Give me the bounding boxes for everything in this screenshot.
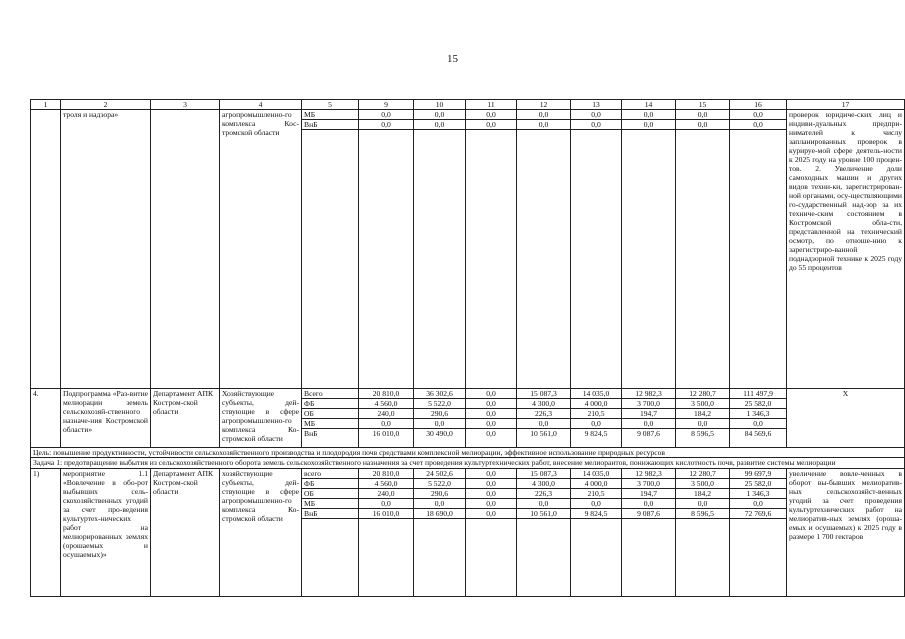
value-cell: 3 700,0 <box>622 399 676 409</box>
value-cell: 0,0 <box>414 110 466 120</box>
task-row <box>31 458 905 468</box>
indicator-cell: проверок юридиче-ских лиц и индиви-дуальных предпри-нимателей к числу запланированных проверок в курируе-мой сфере деятель-ности к 2025 году на уровне 100 процен-тов. 2. Увеличение доли самоходных машин и других видов техни-ки, зарегистрирован-ной органами, осу-ществляющими го-сударственный над-зор за их техниче-ским состоянием в Костромской обла-сти, представленной на технический осмотр, по отноше-нию к зарегистриро-ванной поднадзорной технике к 2025 году до 55 процентов <box>787 110 905 389</box>
value-cell: 0,0 <box>622 120 676 130</box>
header-cell: 10 <box>414 100 466 110</box>
value-cell: 0,0 <box>359 110 414 120</box>
value-cell: 194,7 <box>622 409 676 419</box>
funding-source: ОБ <box>302 409 359 419</box>
value-cell: 8 596,5 <box>676 429 730 448</box>
indicator-cell: Х <box>787 389 905 448</box>
row-number-cell <box>31 110 61 389</box>
header-cell: 1 <box>31 100 61 110</box>
value-cell: 9 087,6 <box>622 429 676 448</box>
program-table <box>30 99 905 597</box>
value-cell: 210,5 <box>571 488 622 498</box>
value-cell: 12 280,7 <box>676 389 730 399</box>
value-cell: 0,0 <box>517 120 571 130</box>
value-cell: 0,0 <box>676 498 730 508</box>
value-cell: 72 769,6 <box>730 508 787 518</box>
value-cell: 0,0 <box>730 120 787 130</box>
value-cell: 0,0 <box>730 110 787 120</box>
value-cell: 240,0 <box>359 488 414 498</box>
value-cell: 0,0 <box>571 498 622 508</box>
header-cell: 13 <box>571 100 622 110</box>
participant-cell: агропромышленно-го комплекса Кос-тромской области <box>220 110 302 389</box>
value-cell: 0,0 <box>730 498 787 508</box>
header-cell: 14 <box>622 100 676 110</box>
value-cell: 0,0 <box>466 419 517 429</box>
responsible-cell <box>151 110 220 389</box>
value-cell: 184,2 <box>676 488 730 498</box>
goal-row <box>31 448 905 458</box>
value-cell: 0,0 <box>676 419 730 429</box>
value-cell: 0,0 <box>466 488 517 498</box>
value-cell: 0,0 <box>466 409 517 419</box>
value-cell: 0,0 <box>466 399 517 409</box>
value-cell: 25 582,0 <box>730 478 787 488</box>
funding-source: всего <box>302 468 359 478</box>
funding-source: ВнБ <box>302 120 359 130</box>
funding-source: Всего <box>302 389 359 399</box>
value-cell: 0,0 <box>466 110 517 120</box>
value-cell: 24 502,6 <box>414 468 466 478</box>
value-cell: 16 010,0 <box>359 429 414 448</box>
goal-text: Цель: повышение продуктивности, устойчивости сельскохозяйственного производства и плодородия почв средствами комплексной мелиорации, эффективное использование природных ресурсов <box>31 448 905 458</box>
value-cell: 0,0 <box>466 429 517 448</box>
value-cell: 210,5 <box>571 409 622 419</box>
responsible-cell: Департамент АПК Костром-ской области <box>151 468 220 596</box>
value-cell: 12 982,3 <box>622 389 676 399</box>
header-cell: 9 <box>359 100 414 110</box>
value-cell: 12 982,3 <box>622 468 676 478</box>
value-cell: 4 000,0 <box>571 478 622 488</box>
value-cell: 111 497,9 <box>730 389 787 399</box>
value-cell: 25 582,0 <box>730 399 787 409</box>
value-cell: 184,2 <box>676 409 730 419</box>
value-cell: 0,0 <box>730 419 787 429</box>
funding-source: ФБ <box>302 399 359 409</box>
value-cell: 9 824,5 <box>571 508 622 518</box>
value-cell: 240,0 <box>359 409 414 419</box>
value-cell: 30 490,0 <box>414 429 466 448</box>
value-cell: 0,0 <box>414 498 466 508</box>
value-cell: 0,0 <box>466 468 517 478</box>
value-cell: 0,0 <box>622 419 676 429</box>
header-cell: 15 <box>676 100 730 110</box>
value-cell: 0,0 <box>466 498 517 508</box>
value-cell: 0,0 <box>466 478 517 488</box>
value-cell: 0,0 <box>414 419 466 429</box>
header-cell: 11 <box>466 100 517 110</box>
value-cell: 0,0 <box>359 498 414 508</box>
row-number-cell: 4. <box>31 389 61 448</box>
indicator-cell: увеличение вовле-ченных в оборот вы-бывших мелиоратив-ных сельскохозяйст-венных угодий за счет проведения культуртехнических работ на мелиоратив-ных землях (ороша-емых и осушаемых) к 2025 году в размере 1 700 гектаров <box>787 468 905 596</box>
value-cell: 4 000,0 <box>571 399 622 409</box>
task-text: Задача 1: предотвращение выбытия из сельскохозяйственного оборота земель сельскохозяйственного назначения за счет проведения культуртехнических работ, внесение мелиорантов, понижающих кислотность почв, развитие системы мелиорации <box>31 458 905 468</box>
row-number-cell: 1) <box>31 468 61 596</box>
header-cell: 17 <box>787 100 905 110</box>
value-cell: 0,0 <box>466 120 517 130</box>
participant-cell: Хозяйствующие субъекты, дей-ствующие в сфере агропромышленно-го комплекса Ко-стромской области <box>220 389 302 448</box>
value-cell: 0,0 <box>622 498 676 508</box>
page-number: 15 <box>447 53 458 65</box>
value-cell: 4 300,0 <box>517 478 571 488</box>
value-cell: 36 302,6 <box>414 389 466 399</box>
value-cell: 0,0 <box>466 389 517 399</box>
value-cell: 0,0 <box>571 419 622 429</box>
funding-source: МБ <box>302 419 359 429</box>
value-cell: 0,0 <box>466 508 517 518</box>
funding-source: ВнБ <box>302 508 359 518</box>
table-row <box>31 389 905 399</box>
value-cell: 10 561,0 <box>517 429 571 448</box>
value-cell: 226,3 <box>517 409 571 419</box>
value-cell: 12 280,7 <box>676 468 730 478</box>
value-cell: 0,0 <box>622 110 676 120</box>
funding-source: МБ <box>302 498 359 508</box>
value-cell: 0,0 <box>517 419 571 429</box>
value-cell: 9 087,6 <box>622 508 676 518</box>
value-cell: 0,0 <box>359 120 414 130</box>
value-cell: 226,3 <box>517 488 571 498</box>
value-cell: 10 561,0 <box>517 508 571 518</box>
header-cell: 5 <box>302 100 359 110</box>
value-cell: 9 824,5 <box>571 429 622 448</box>
value-cell: 20 810,0 <box>359 468 414 478</box>
value-cell: 3 700,0 <box>622 478 676 488</box>
value-cell: 14 035,0 <box>571 389 622 399</box>
value-cell: 1 346,3 <box>730 409 787 419</box>
header-cell: 16 <box>730 100 787 110</box>
value-cell: 20 810,0 <box>359 389 414 399</box>
header-cell: 2 <box>61 100 151 110</box>
value-cell: 0,0 <box>571 120 622 130</box>
value-cell: 0,0 <box>571 110 622 120</box>
table-row <box>31 110 905 120</box>
value-cell: 0,0 <box>359 419 414 429</box>
header-cell: 4 <box>220 100 302 110</box>
value-cell: 3 500,0 <box>676 399 730 409</box>
value-cell: 194,7 <box>622 488 676 498</box>
value-cell: 84 569,6 <box>730 429 787 448</box>
header-cell: 12 <box>517 100 571 110</box>
value-cell: 0,0 <box>676 120 730 130</box>
value-cell: 0,0 <box>676 110 730 120</box>
header-row <box>31 100 905 110</box>
funding-source: ОБ <box>302 488 359 498</box>
value-cell: 5 522,0 <box>414 399 466 409</box>
value-cell: 290,6 <box>414 488 466 498</box>
value-cell: 8 596,5 <box>676 508 730 518</box>
value-cell: 4 560,0 <box>359 478 414 488</box>
funding-source: ВнБ <box>302 429 359 448</box>
value-cell: 99 697,9 <box>730 468 787 478</box>
value-cell: 0,0 <box>517 110 571 120</box>
table-row <box>31 468 905 478</box>
value-cell: 0,0 <box>517 498 571 508</box>
participant-cell: хозяйствующие субъекты, дей-ствующие в сфере агропромышленно-го комплекса Ко-стромской области <box>220 468 302 596</box>
value-cell: 14 035,0 <box>571 468 622 478</box>
responsible-cell: Департамент АПК Костром-ской области <box>151 389 220 448</box>
value-cell: 3 500,0 <box>676 478 730 488</box>
value-cell: 4 560,0 <box>359 399 414 409</box>
value-cell: 5 522,0 <box>414 478 466 488</box>
program-name-cell: Подпрограмма «Раз-витие мелиорации земель сельскохозяй-ственного назначе-ния Костромской области» <box>61 389 151 448</box>
program-name-cell: троля и надзора» <box>61 110 151 389</box>
funding-source: МБ <box>302 110 359 120</box>
value-cell: 15 087,3 <box>517 389 571 399</box>
value-cell: 290,6 <box>414 409 466 419</box>
header-cell: 3 <box>151 100 220 110</box>
funding-source: ФБ <box>302 478 359 488</box>
value-cell: 18 690,0 <box>414 508 466 518</box>
value-cell: 16 010,0 <box>359 508 414 518</box>
value-cell: 4 300,0 <box>517 399 571 409</box>
program-name-cell: мероприятие 1.1 «Вовлечение в обо-рот выбывших сель-скохозяйственных угодий за счет про-ведения культуртех-нических работ на мелиорированных землях (орошаемых и осушаемых)» <box>61 468 151 596</box>
value-cell: 0,0 <box>414 120 466 130</box>
value-cell: 1 346,3 <box>730 488 787 498</box>
value-cell: 15 087,3 <box>517 468 571 478</box>
